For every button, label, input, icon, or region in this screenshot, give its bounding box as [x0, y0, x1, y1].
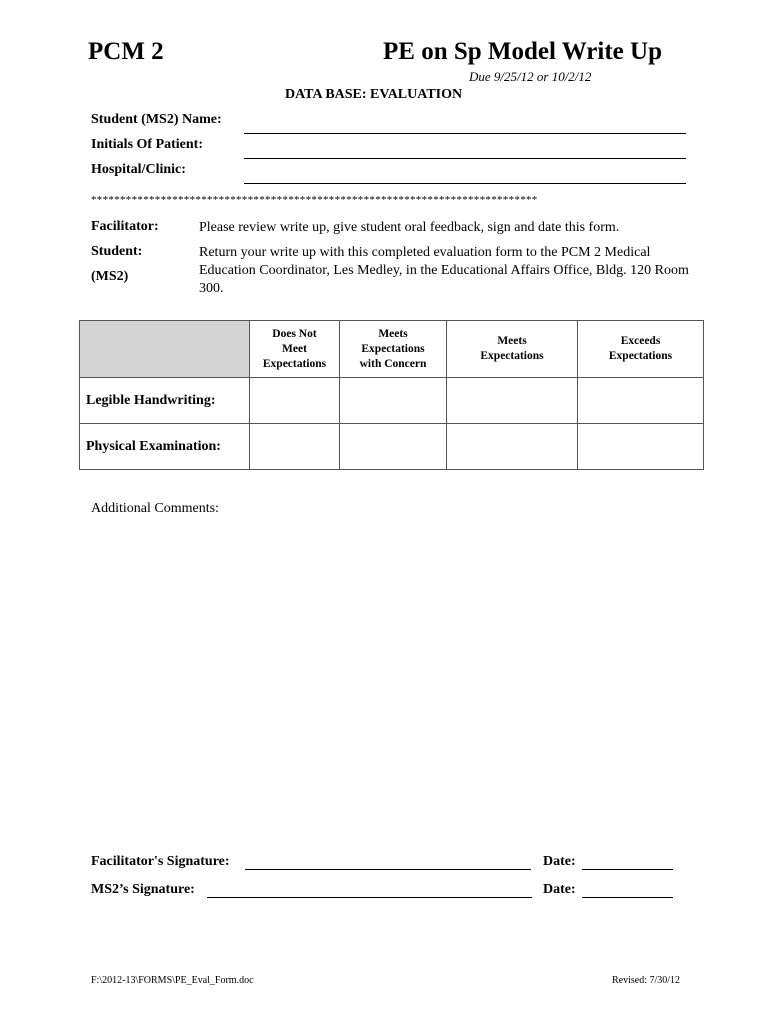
rating-cell-meets[interactable]	[447, 424, 578, 470]
student-sub-label: (MS2)	[91, 269, 129, 284]
col-header-meets-with-concern: Meets Expectations with Concern	[340, 321, 447, 378]
row-label-legible-handwriting: Legible Handwriting:	[80, 378, 250, 424]
document-title: PE on Sp Model Write Up	[383, 38, 662, 65]
col-header-exceeds: Exceeds Expectations	[578, 321, 704, 378]
rating-cell-meets[interactable]	[447, 378, 578, 424]
additional-comments-label: Additional Comments:	[91, 501, 219, 516]
ms2-date-label: Date:	[543, 882, 576, 897]
col-header-meets: Meets Expectations	[447, 321, 578, 378]
patient-initials-field[interactable]	[244, 158, 686, 159]
footer-file-path: F:\2012-13\FORMS\PE_Eval_Form.doc	[91, 975, 254, 986]
rating-cell-meets-with-concern[interactable]	[340, 378, 447, 424]
evaluation-table	[79, 320, 704, 470]
facilitator-date-field[interactable]	[582, 869, 673, 870]
header-blank-cell	[80, 321, 250, 378]
rating-cell-does-not-meet[interactable]	[250, 378, 340, 424]
rating-cell-exceeds[interactable]	[578, 424, 704, 470]
hospital-clinic-label: Hospital/Clinic:	[91, 162, 186, 177]
separator-line: *****************************************************************************	[91, 194, 538, 206]
ms2-signature-field[interactable]	[207, 897, 532, 898]
facilitator-signature-label: Facilitator's Signature:	[91, 854, 230, 869]
col-header-does-not-meet: Does Not Meet Expectations	[250, 321, 340, 378]
table-row	[80, 378, 704, 424]
rating-cell-does-not-meet[interactable]	[250, 424, 340, 470]
footer-revised-date: Revised: 7/30/12	[612, 975, 681, 986]
facilitator-date-label: Date:	[543, 854, 576, 869]
course-title: PCM 2	[88, 38, 164, 65]
rating-cell-exceeds[interactable]	[578, 378, 704, 424]
facilitator-label: Facilitator:	[91, 219, 159, 234]
student-name-field[interactable]	[244, 133, 686, 134]
student-label: Student:	[91, 244, 143, 259]
rating-cell-meets-with-concern[interactable]	[340, 424, 447, 470]
patient-initials-label: Initials Of Patient:	[91, 137, 203, 152]
student-instructions: Return your write up with this completed evaluation form to the PCM 2 Medical Education Coordinator, Les Medley, in the Educational Affairs Office, Bldg. 120 Room 300.	[199, 245, 689, 296]
table-header-row	[80, 321, 704, 378]
facilitator-signature-field[interactable]	[245, 869, 531, 870]
table-row	[80, 424, 704, 470]
student-name-label: Student (MS2) Name:	[91, 112, 222, 127]
due-date: Due 9/25/12 or 10/2/12	[469, 69, 592, 84]
row-label-physical-examination: Physical Examination:	[80, 424, 250, 470]
ms2-date-field[interactable]	[582, 897, 673, 898]
hospital-clinic-field[interactable]	[244, 183, 686, 184]
additional-comments-area[interactable]	[91, 525, 701, 835]
facilitator-instructions: Please review write up, give student oral feedback, sign and date this form.	[199, 220, 620, 235]
ms2-signature-label: MS2’s Signature:	[91, 882, 195, 897]
form-subtitle: DATA BASE: EVALUATION	[285, 87, 463, 102]
